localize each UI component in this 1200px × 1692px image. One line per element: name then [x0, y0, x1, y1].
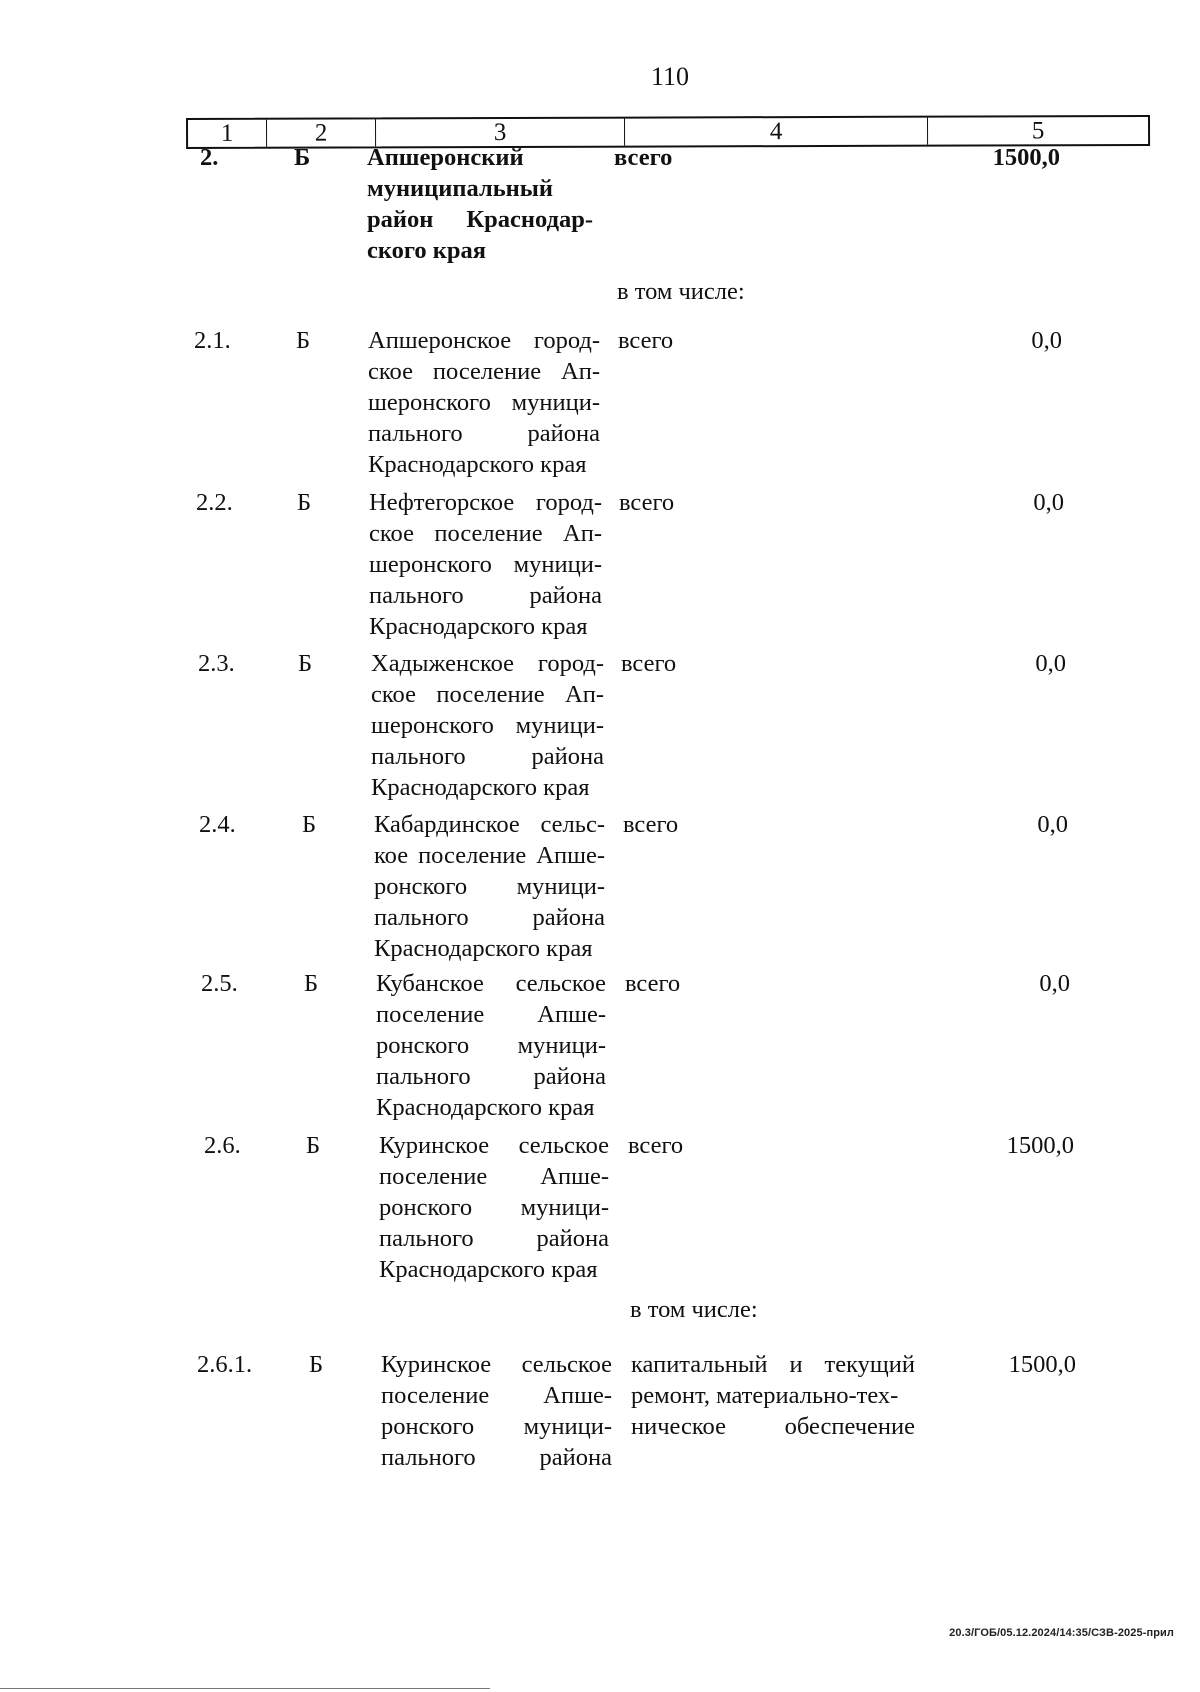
row-type: всего: [625, 970, 681, 997]
row-number: 2.3.: [198, 650, 235, 677]
row-number: 2.2.: [196, 489, 233, 516]
row-code: Б: [302, 811, 317, 838]
row-number: 2.4.: [199, 811, 236, 838]
row-code: Б: [304, 970, 319, 997]
row-type: всего: [619, 489, 675, 516]
subtotal-note: в том числе:: [617, 278, 745, 305]
row-name: Хадыженское город- ское поселение Ап- шеронского муници- пального района Краснодарского края: [371, 650, 604, 801]
row-amount: 0,0: [1039, 970, 1070, 997]
row-number: 2.: [200, 144, 219, 171]
column-header-4: 4: [625, 118, 928, 146]
row-name: Куринское сельское поселение Апше- ронского муници- пального района Краснодарского края: [379, 1132, 609, 1283]
row-type: всего: [621, 650, 677, 677]
row-type: капитальный и текущий ремонт, материально-тех- ническое обеспечение: [631, 1351, 915, 1440]
row-amount: 0,0: [1035, 650, 1066, 677]
page-number: 110: [650, 62, 690, 91]
row-amount: 0,0: [1031, 327, 1062, 354]
column-header-3: 3: [376, 119, 625, 147]
row-type: всего: [614, 144, 673, 171]
row-type: всего: [628, 1132, 684, 1159]
row-name: Апшеронское город- ское поселение Ап- шеронского муници- пального района Краснодарского края: [368, 327, 600, 478]
row-code: Б: [297, 489, 312, 516]
row-name: Нефтегорское город- ское поселение Ап- шеронского муници- пального района Краснодарского края: [369, 489, 602, 640]
row-number: 2.6.1.: [197, 1351, 253, 1378]
row-amount: 0,0: [1037, 811, 1068, 838]
column-header-5: 5: [1031, 117, 1045, 145]
row-code: Б: [294, 144, 311, 171]
row-type: всего: [618, 327, 674, 354]
row-amount: 1500,0: [992, 144, 1060, 171]
document-footer-code: 20.3/ГОБ/05.12.2024/14:35/СЗВ-2025-прил: [949, 1627, 1174, 1639]
row-code: Б: [306, 1132, 321, 1159]
row-type: всего: [623, 811, 679, 838]
column-header-1: 1: [188, 120, 267, 147]
row-name: Кубанское сельское поселение Апше- ронского муници- пального района Краснодарского края: [376, 970, 606, 1121]
row-number: 2.6.: [204, 1132, 241, 1159]
row-code: Б: [296, 327, 311, 354]
row-amount: 1500,0: [1006, 1132, 1074, 1159]
row-amount: 0,0: [1033, 489, 1064, 516]
scan-bottom-rule: [0, 1688, 490, 1689]
row-amount: 1500,0: [1008, 1351, 1076, 1378]
row-name: Апшеронский муниципальный район Краснодар- ского края: [367, 144, 593, 264]
row-name: Кабардинское сельс- кое поселение Апше- ронского муници- пального района Краснодарского края: [374, 811, 605, 962]
row-code: Б: [309, 1351, 324, 1378]
row-number: 2.5.: [201, 970, 238, 997]
row-code: Б: [298, 650, 313, 677]
column-header-2: 2: [267, 119, 376, 146]
row-number: 2.1.: [194, 327, 231, 354]
subtotal-note: в том числе:: [630, 1296, 758, 1323]
row-name: Куринское сельское поселение Апше- ронского муници- пального района: [381, 1351, 612, 1471]
